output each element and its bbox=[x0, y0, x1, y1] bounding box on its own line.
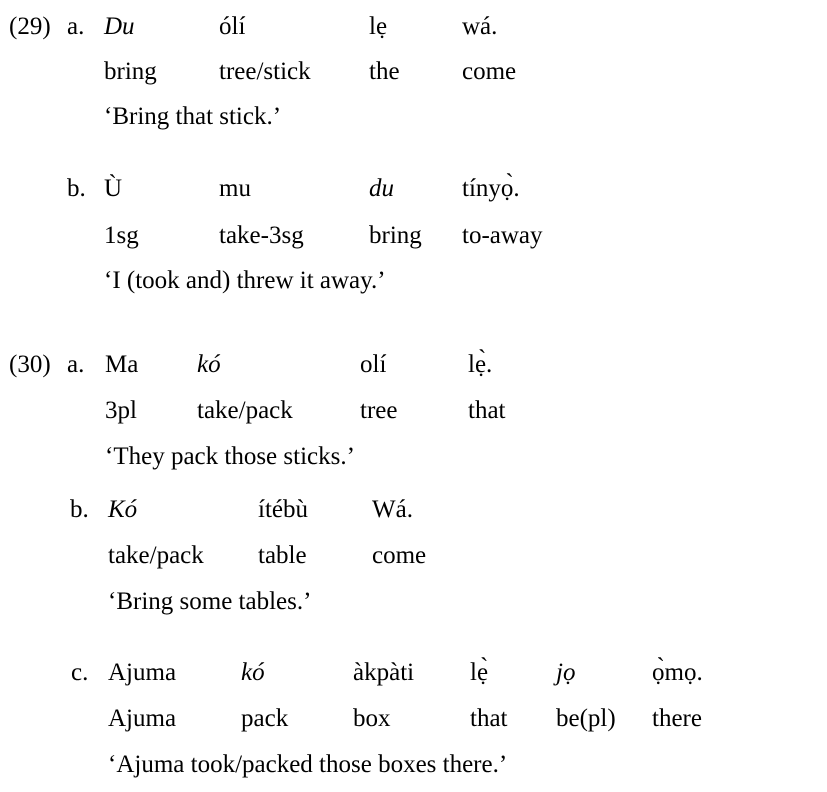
item-letter-30a: a. bbox=[67, 351, 85, 378]
word-29b-4: tínyọ̀. bbox=[462, 175, 520, 202]
gloss-30c-4: that bbox=[470, 705, 508, 732]
word-30a-4: lẹ̀. bbox=[468, 351, 493, 378]
word-30c-2: kó bbox=[241, 659, 265, 686]
word-30b-3: Wá. bbox=[372, 496, 413, 523]
word-30a-1: Ma bbox=[105, 351, 139, 378]
gloss-30c-3: box bbox=[353, 705, 391, 732]
word-30c-1: Ajuma bbox=[108, 659, 177, 686]
gloss-30c-6: there bbox=[652, 705, 702, 732]
word-30b-2: ítébù bbox=[258, 496, 308, 523]
word-30c-6: ọ̀mọ. bbox=[652, 659, 703, 686]
translation-30c: ‘Ajuma took/packed those boxes there.’ bbox=[108, 751, 508, 778]
gloss-30a-1: 3pl bbox=[105, 397, 137, 424]
gloss-30a-4: that bbox=[468, 397, 506, 424]
word-30c-3: àkpàti bbox=[353, 659, 415, 686]
gloss-30c-1: Ajuma bbox=[108, 705, 177, 732]
gloss-29b-3: bring bbox=[369, 222, 422, 249]
word-29b-3: du bbox=[369, 175, 394, 202]
word-30b-1: Kó bbox=[108, 496, 138, 523]
translation-30b: ‘Bring some tables.’ bbox=[108, 588, 312, 615]
word-29b-2: mu bbox=[219, 175, 251, 202]
gloss-29a-2: tree/stick bbox=[219, 58, 311, 85]
word-30c-5: jọ bbox=[556, 659, 576, 686]
item-letter-30b: b. bbox=[70, 496, 89, 523]
gloss-30c-5: be(pl) bbox=[556, 705, 616, 732]
gloss-30b-3: come bbox=[372, 542, 427, 569]
gloss-29a-3: the bbox=[369, 58, 400, 85]
example-number-29: (29) bbox=[9, 13, 51, 40]
gloss-29b-2: take-3sg bbox=[219, 222, 304, 249]
word-29b-1: Ù bbox=[104, 175, 123, 202]
word-30c-4: lẹ̀ bbox=[470, 659, 489, 686]
word-30a-2: kó bbox=[197, 351, 221, 378]
word-29a-3: lẹ bbox=[369, 13, 388, 40]
word-29a-2: ólí bbox=[219, 13, 246, 40]
gloss-30a-2: take/pack bbox=[197, 397, 293, 424]
translation-29a: ‘Bring that stick.’ bbox=[104, 103, 282, 130]
word-29a-4: wá. bbox=[462, 13, 498, 40]
gloss-30a-3: tree bbox=[360, 397, 398, 424]
gloss-29a-4: come bbox=[462, 58, 517, 85]
word-30a-3: olí bbox=[360, 351, 387, 378]
translation-29b: ‘I (took and) threw it away.’ bbox=[104, 267, 386, 294]
gloss-30c-2: pack bbox=[241, 705, 289, 732]
gloss-30b-1: take/pack bbox=[108, 542, 204, 569]
translation-30a: ‘They pack those sticks.’ bbox=[105, 443, 355, 470]
gloss-29b-4: to-away bbox=[462, 222, 543, 249]
word-29a-1: Du bbox=[104, 13, 135, 40]
item-letter-29b: b. bbox=[67, 175, 86, 202]
item-letter-30c: c. bbox=[71, 659, 89, 686]
gloss-30b-2: table bbox=[258, 542, 307, 569]
example-number-30: (30) bbox=[9, 351, 51, 378]
gloss-29a-1: bring bbox=[104, 58, 157, 85]
item-letter-29a: a. bbox=[67, 13, 85, 40]
gloss-29b-1: 1sg bbox=[104, 222, 139, 249]
